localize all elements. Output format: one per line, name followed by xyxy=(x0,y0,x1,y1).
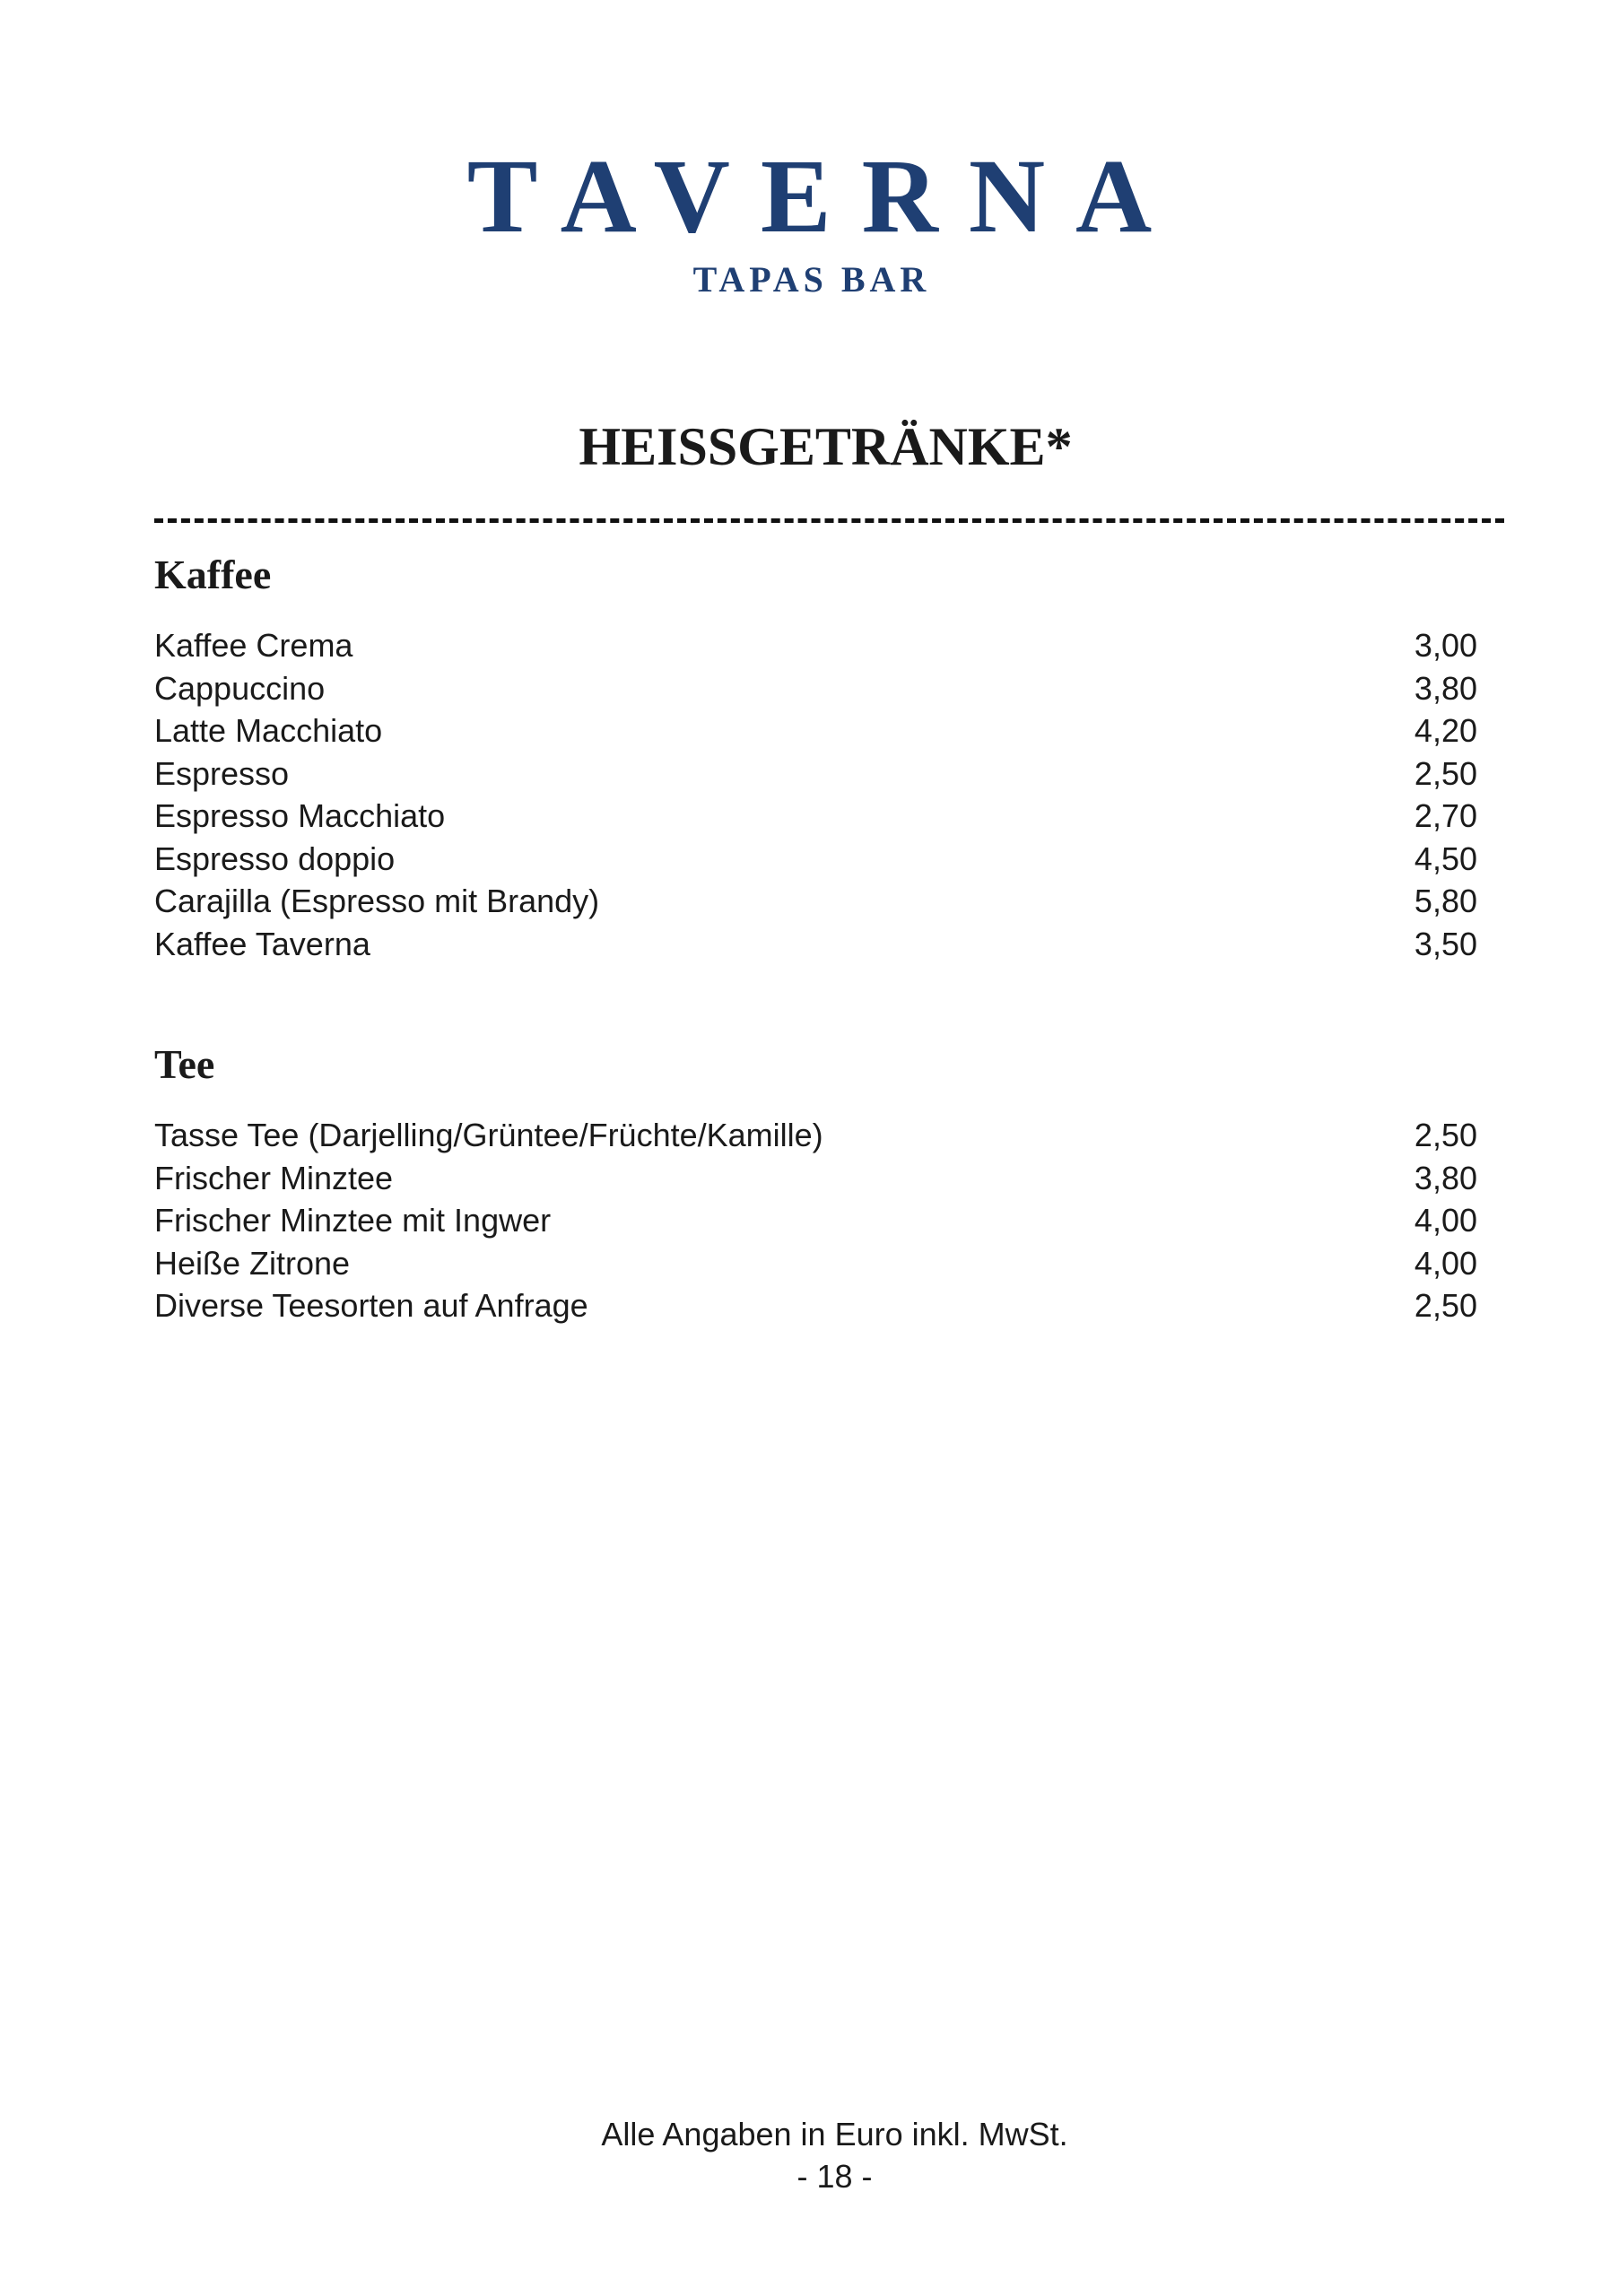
menu-item xyxy=(154,1157,1477,1200)
menu-item xyxy=(154,1284,1477,1327)
menu-item-name: Frischer Minztee mit Ingwer xyxy=(154,1202,552,1239)
title-divider xyxy=(154,518,1504,523)
menu-item xyxy=(154,923,1477,966)
brand-name: TAVERNA xyxy=(466,137,1183,255)
menu-list-kaffee xyxy=(154,624,1477,965)
menu-item xyxy=(154,624,1477,667)
footer xyxy=(25,2113,1619,2197)
menu-item-price: 3,80 xyxy=(1414,669,1477,707)
menu-item-price: 4,00 xyxy=(1414,1202,1477,1239)
menu-item-price: 2,50 xyxy=(1414,1117,1477,1153)
menu-item xyxy=(154,880,1477,923)
menu-item xyxy=(154,1199,1477,1242)
menu-item-name: Kaffee Crema xyxy=(154,627,353,664)
menu-item-name: Cappuccino xyxy=(154,669,326,707)
menu-item-price: 4,00 xyxy=(1414,1244,1477,1282)
menu-item-name: Kaffee Taverna xyxy=(154,925,370,962)
menu-item-name: Espresso doppio xyxy=(154,839,396,877)
menu-item-name: Heiße Zitrone xyxy=(154,1244,351,1282)
footer-note: Alle Angaben in Euro inkl. MwSt. xyxy=(601,2116,1068,2152)
menu-item xyxy=(154,1242,1477,1285)
menu-item xyxy=(154,752,1477,796)
menu-item-price: 3,00 xyxy=(1414,627,1477,664)
menu-item-name: Frischer Minztee xyxy=(154,1159,394,1196)
menu-item xyxy=(154,795,1477,838)
menu-item xyxy=(154,838,1477,881)
section-heading-kaffee: Kaffee xyxy=(154,552,272,597)
section-heading-tee: Tee xyxy=(154,1041,215,1087)
page-title: HEISSGETRÄNKE* xyxy=(579,417,1073,476)
menu-item-name: Espresso xyxy=(154,754,290,792)
menu-item-price: 2,70 xyxy=(1414,797,1477,834)
menu-item-name: Carajilla (Espresso mit Brandy) xyxy=(154,883,600,919)
brand-subtitle: TAPAS BAR xyxy=(692,259,931,300)
page-number: - 18 - xyxy=(796,2158,873,2195)
menu-item-name: Tasse Tee (Darjelling/Grüntee/Früchte/Kamille) xyxy=(154,1117,823,1153)
menu-item-name: Diverse Teesorten auf Anfrage xyxy=(154,1287,588,1324)
menu-item-price: 2,50 xyxy=(1414,754,1477,792)
menu-item xyxy=(154,1114,1477,1157)
menu-item-name: Espresso Macchiato xyxy=(154,797,446,834)
menu-item-price: 5,80 xyxy=(1414,883,1477,919)
brand-logo xyxy=(0,137,1619,300)
menu-item xyxy=(154,709,1477,752)
menu-item-price: 3,50 xyxy=(1414,925,1477,962)
menu-item-price: 3,80 xyxy=(1414,1159,1477,1196)
menu-item-name: Latte Macchiato xyxy=(154,712,383,749)
menu-list-tee xyxy=(154,1114,1477,1327)
menu-item xyxy=(154,667,1477,710)
menu-item-price: 4,20 xyxy=(1414,712,1477,749)
menu-item-price: 4,50 xyxy=(1414,839,1477,877)
menu-item-price: 2,50 xyxy=(1414,1287,1477,1324)
